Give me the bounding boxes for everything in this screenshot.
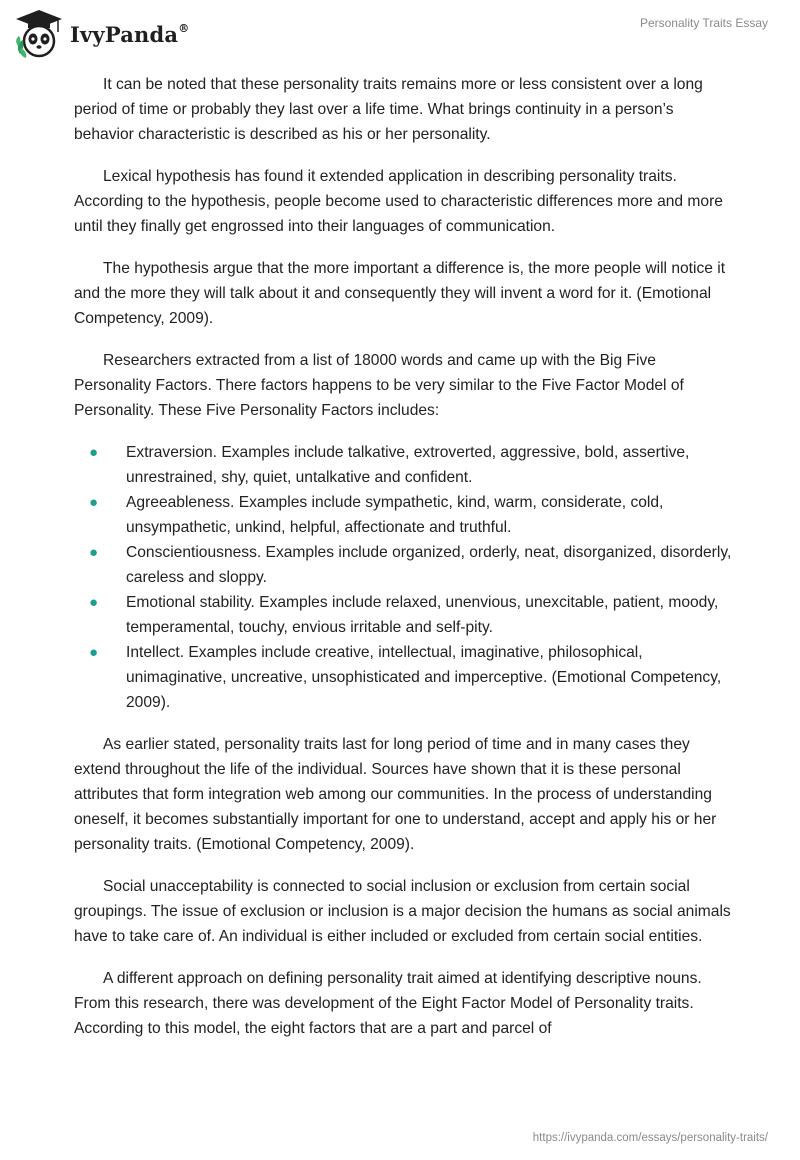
list-item: ● Conscientiousness. Examples include organized, orderly, neat, disorganized, disorderly, careless and sloppy. <box>74 540 734 590</box>
bullet-dot-icon: ● <box>89 594 99 611</box>
page-header <box>0 0 800 70</box>
personality-factors-list <box>74 440 734 715</box>
brand-name: IvyPanda® <box>70 21 190 47</box>
bullet-dot-icon: ● <box>89 444 99 461</box>
registered-mark: ® <box>178 21 190 35</box>
bullet-dot-icon: ● <box>89 494 99 511</box>
paragraph: Lexical hypothesis has found it extended application in describing personality traits. According to the hypothesis, people become used to characteristic differences more and more until they finally get engrossed into their languages of communication. <box>74 168 723 235</box>
paragraph: It can be noted that these personality traits remains more or less consistent over a long period of time or probably they last over a life time. What brings continuity in a person’s behavior characteristic is described as his or her personality. <box>74 76 703 143</box>
list-item: ● Emotional stability. Examples include relaxed, unenvious, unexcitable, patient, moody, temperamental, touchy, envious irritable and self-pity. <box>74 590 734 640</box>
bullet-dot-icon: ● <box>89 644 99 661</box>
bullet-dot-icon: ● <box>89 544 99 561</box>
paragraph: A different approach on defining personality trait aimed at identifying descriptive nouns. From this research, there was development of the Eight Factor Model of Personality traits. According to this model, the eight factors that are a part and parcel of <box>74 970 702 1037</box>
paragraph: Researchers extracted from a list of 18000 words and came up with the Big Five Personality Factors. There factors happens to be very similar to the Five Factor Model of Personality. These Five Personality Factors includes: <box>74 352 684 419</box>
paragraph: As earlier stated, personality traits last for long period of time and in many cases they extend throughout the life of the individual. Sources have shown that it is these personal attributes that form integration web among our communities. In the process of understanding oneself, it becomes substantially important for one to understand, accept and apply his or her personality traits. (Emotional Competency, 2009). <box>74 736 717 853</box>
paragraph: Social unacceptability is connected to social inclusion or exclusion from certain social groupings. The issue of exclusion or inclusion is a major decision the humans as social animals have to take care of. An individual is either included or excluded from certain social entities. <box>74 878 731 945</box>
document-title: Personality Traits Essay <box>639 16 768 30</box>
ivypanda-logo[interactable] <box>14 8 189 60</box>
paragraph: The hypothesis argue that the more important a difference is, the more people will notice it and the more they will talk about it and consequently they will invent a word for it. (Emotional Competency, 2009). <box>74 260 726 327</box>
source-url-link[interactable]: https://ivypanda.com/essays/personality-traits/ <box>532 1132 768 1144</box>
list-item: ● Extraversion. Examples include talkative, extroverted, aggressive, bold, assertive, unrestrained, shy, quiet, untalkative and confident. <box>74 440 734 490</box>
list-item: ● Agreeableness. Examples include sympathetic, kind, warm, considerate, cold, unsympathetic, unkind, helpful, affectionate and truthful. <box>74 490 734 540</box>
essay-body <box>74 72 734 1058</box>
panda-graduation-cap-logo-icon <box>14 8 64 60</box>
list-item: ● Intellect. Examples include creative, intellectual, imaginative, philosophical, unimaginative, uncreative, unsophisticated and imperceptive. (Emotional Competency, 2009). <box>74 640 734 715</box>
